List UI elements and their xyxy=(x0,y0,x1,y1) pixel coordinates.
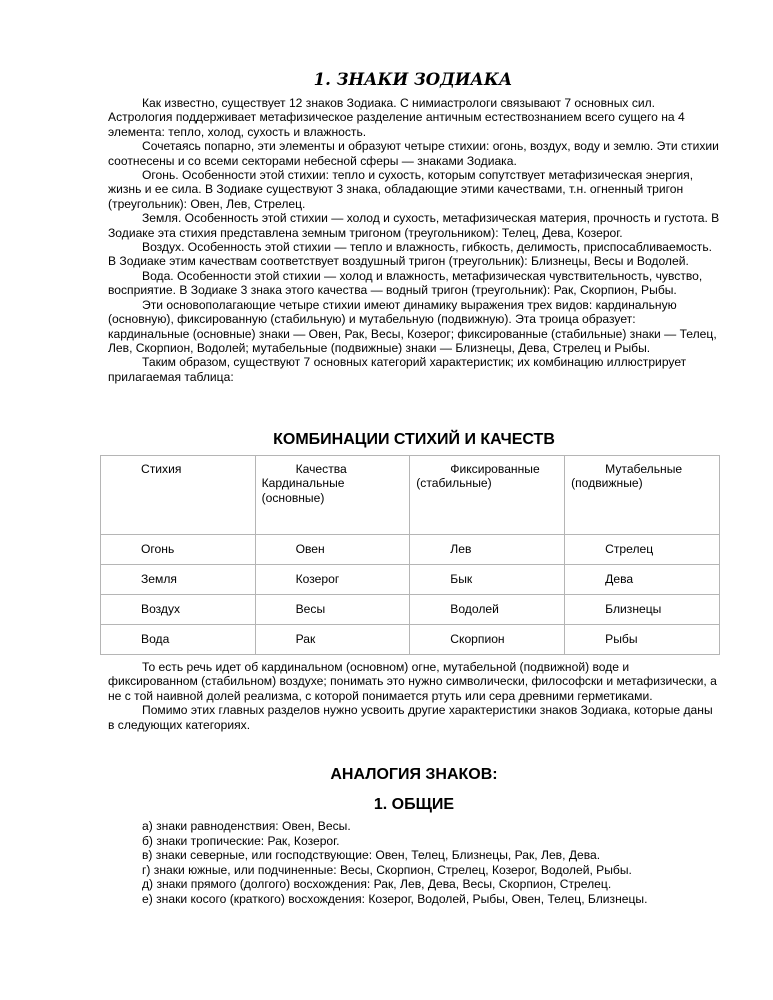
table-cell xyxy=(255,535,410,565)
cell-text: Близнецы xyxy=(605,602,662,617)
list-item: в) знаки северные, или господствующие: Овен, Телец, Близнецы, Рак, Лев, Дева. xyxy=(142,848,601,863)
header-quality: Качества xyxy=(295,462,347,476)
cell-text: Земля xyxy=(141,572,177,587)
conclusion-text xyxy=(108,660,720,732)
table-header-cell xyxy=(255,456,410,535)
cell-text: Огонь xyxy=(141,542,175,557)
general-categories-list xyxy=(142,819,722,907)
cell-text: Рак xyxy=(295,632,316,647)
paragraph: Сочетаясь попарно, эти элементы и образуют четыре стихии: огонь, воздух, воду и землю. Эти стихии соотнесены и со всеми секторами небесной сферы — знаками Зодиака. xyxy=(108,139,719,168)
section-heading: АНАЛОГИЯ ЗНАКОВ: xyxy=(330,766,498,783)
table-cell xyxy=(101,565,256,595)
paragraph: Как известно, существует 12 знаков Зодиака. С нимиастрологи связывают 7 основных сил. Астрология поддерживает метафизическое разделение античным естествознанием всего сущего на 4 элемента: тепло, холод, сухость и влажность. xyxy=(108,96,685,139)
table-cell xyxy=(565,565,720,595)
table-cell xyxy=(410,595,565,625)
table-row xyxy=(101,625,720,655)
table-cell xyxy=(101,535,256,565)
table-cell xyxy=(255,625,410,655)
header-mutable: Мутабельные xyxy=(605,462,683,476)
table-row xyxy=(101,565,720,595)
table-cell xyxy=(410,535,565,565)
paragraph: Земля. Особенность этой стихии — холод и сухость, метафизическая материя, прочность и густота. В Зодиаке эта стихия представлена земным тригоном (треугольником): Телец, Дева, Козерог. xyxy=(108,211,720,240)
page-title: 1. ЗНАКИ ЗОДИАКА xyxy=(313,70,513,89)
paragraph: Эти основополагающие четыре стихии имеют динамику выражения трех видов: кардинальную (основную), фиксированную (стабильную) и мутабельную (подвижную). Эта троица образует: кардинальные (основные) знаки — Овен, Рак, Весы, Козерог; фиксированные (стабильные) знаки — Телец, Лев, Скорпион, Водолей; мутабельные (подвижные) знаки — Близнецы, Дева, Стрелец и Рыбы. xyxy=(108,297,717,355)
header-fixed-sub: (стабильные) xyxy=(416,476,492,491)
list-item: д) знаки прямого (долгого) восхождения: Рак, Лев, Дева, Весы, Скорпион, Стрелец. xyxy=(142,877,612,892)
table-cell xyxy=(565,535,720,565)
table-header-cell xyxy=(565,456,720,535)
subsection-heading: 1. ОБЩИЕ xyxy=(373,796,455,813)
cell-text: Овен xyxy=(295,542,325,557)
table-cell xyxy=(255,565,410,595)
list-item: б) знаки тропические: Рак, Козерог. xyxy=(142,833,340,848)
table-header-cell xyxy=(410,456,565,535)
list-item: а) знаки равноденствия: Овен, Весы. xyxy=(142,819,351,833)
cell-text: Рыбы xyxy=(605,632,638,647)
paragraph: Вода. Особенности этой стихии — холод и влажность, метафизическая чувствительность, чувство, восприятие. В Зодиаке 3 знака этого качества — водный тригон (треугольник): Рак, Скорпион, Рыбы. xyxy=(108,268,703,298)
cell-text: Воздух xyxy=(141,602,181,617)
paragraph: Огонь. Особенности этой стихии: тепло и сухость, которым сопутствует метафизическая энергия, жизнь и ее сила. В Зодиаке существуют 3 знака, обладающие этими качествами, т.н. огненный тригон (треугольник): Овен, Лев, Стрелец. xyxy=(108,168,694,211)
cell-text: Весы xyxy=(295,602,326,617)
table-cell xyxy=(101,595,256,625)
header-element: Стихия xyxy=(141,462,182,476)
cell-text: Козерог xyxy=(295,572,340,587)
table-title: КОМБИНАЦИИ СТИХИЙ И КАЧЕСТВ xyxy=(273,431,555,448)
paragraph: Помимо этих главных разделов нужно усвоить другие характеристики знаков Зодиака, которые даны в следующих категориях. xyxy=(108,703,713,732)
table-cell xyxy=(410,565,565,595)
list-item: г) знаки южные, или подчиненные: Весы, Скорпион, Стрелец, Козерог, Водолей, Рыбы. xyxy=(142,862,632,877)
table-cell xyxy=(565,595,720,625)
cell-text: Вода xyxy=(141,632,170,647)
cell-text: Скорпион xyxy=(450,632,505,647)
table-cell xyxy=(255,595,410,625)
header-fixed: Фиксированные xyxy=(450,462,540,476)
combinations-table xyxy=(100,455,720,655)
list-item: е) знаки косого (краткого) восхождения: Козерог, Водолей, Рыбы, Овен, Телец, Близнецы. xyxy=(142,891,648,906)
header-cardinal: Кардинальные (основные) xyxy=(261,476,345,505)
table-cell xyxy=(565,625,720,655)
header-mutable-sub: (подвижные) xyxy=(571,476,643,491)
table-cell xyxy=(101,625,256,655)
paragraph: То есть речь идет об кардинальном (основном) огне, мутабельной (подвижной) воде и фиксированном (стабильном) воздухе; понимать это нужно символически, философски и метафизически, а не с той наивной долей реализма, с которой понимается ртуть или сера древними герметиками. xyxy=(108,660,717,703)
cell-text: Водолей xyxy=(450,602,499,617)
table-header-row xyxy=(101,456,720,535)
paragraph: Воздух. Особенность этой стихии — тепло и влажность, гибкость, делимость, приспосабливаемость. В Зодиаке этим качествам соответствует воздушный тригон (треугольник): Близнецы, Весы и Водолей. xyxy=(108,240,712,269)
cell-text: Дева xyxy=(605,572,634,587)
cell-text: Бык xyxy=(450,572,473,587)
table-header-cell xyxy=(101,456,256,535)
intro-text xyxy=(108,96,720,384)
cell-text: Лев xyxy=(450,542,472,557)
paragraph: Таким образом, существуют 7 основных категорий характеристик; их комбинацию иллюстрирует прилагаемая таблица: xyxy=(108,355,687,384)
table-row xyxy=(101,535,720,565)
cell-text: Стрелец xyxy=(605,542,654,557)
table-cell xyxy=(410,625,565,655)
table-row xyxy=(101,595,720,625)
